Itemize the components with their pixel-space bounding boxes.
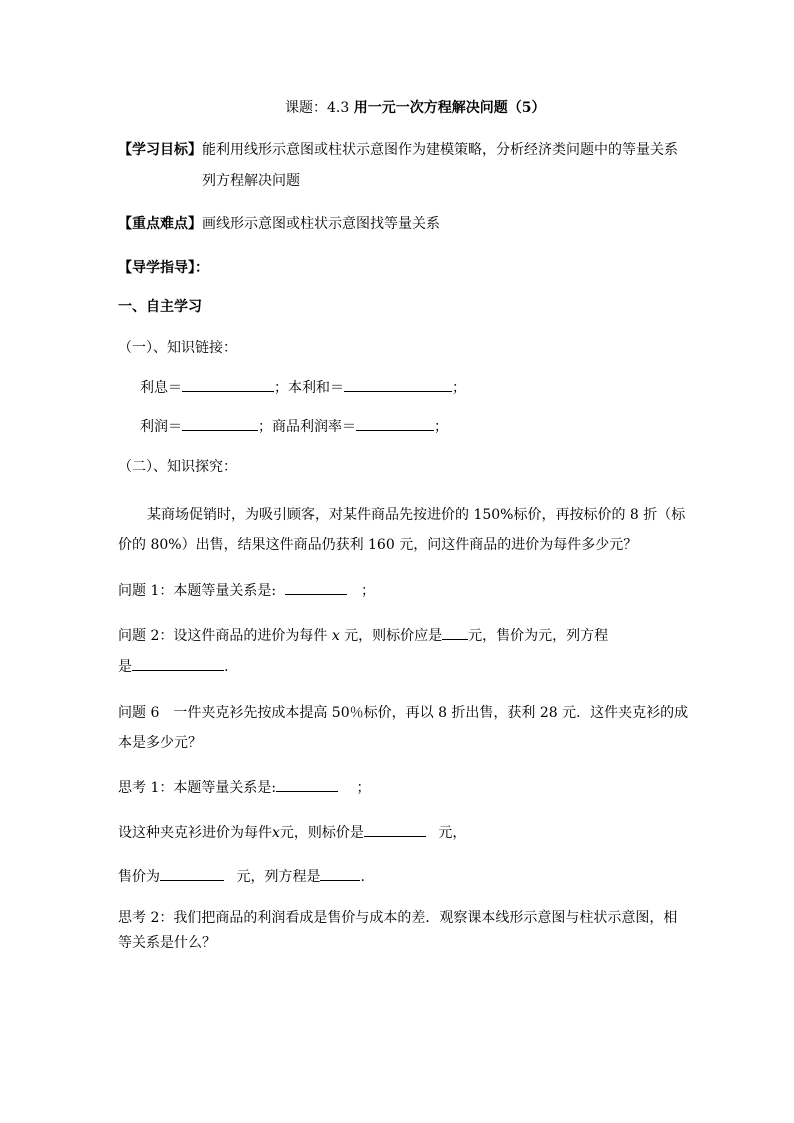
question-1-text: 问题 1：本题等量关系是: (118, 583, 277, 599)
question-2-var: x (331, 628, 340, 644)
key-points-tag: 【重点难点】 (118, 216, 202, 232)
semicolon: ； (452, 380, 466, 396)
think-1 (118, 777, 371, 798)
objectives-line2: 列方程解决问题 (202, 173, 300, 189)
profit-rate-blank[interactable] (356, 416, 434, 431)
objectives-tag: 【学习目标】 (118, 142, 202, 158)
interest-blank[interactable] (182, 377, 274, 392)
profit-blank[interactable] (182, 416, 258, 431)
set-cost-part1: 设这种夹克衫进价为每件 (118, 825, 272, 841)
sale-price-part2: 元，列方程是 (236, 869, 321, 885)
question-2-line2-end: . (224, 659, 229, 675)
question-2-line1 (118, 625, 608, 646)
knowledge-link-heading: （一）、知识链接： (118, 340, 237, 356)
think-1-text: 思考 1：本题等量关系是: (118, 780, 277, 796)
think-1-blank[interactable] (276, 777, 338, 792)
question-2-part2: 元，则标价应是 (344, 628, 443, 644)
title-prefix: 课题： (285, 100, 327, 116)
objectives-line1 (118, 140, 678, 160)
objectives-text: 能利用线形示意图或柱状示意图作为建模策略，分析经济类问题中的等量关系 (202, 142, 678, 158)
think-1-end: ； (356, 780, 371, 796)
title-text: 用一元一次方程解决问题（5） (353, 100, 546, 116)
think-2-line2: 等关系是什么？ (118, 935, 216, 951)
sale-price-blank[interactable] (160, 866, 224, 881)
profit-formula-line (140, 416, 448, 437)
title-number: 4.3 (327, 100, 350, 116)
interest-formula-line (140, 377, 466, 398)
question-2-line2 (118, 656, 228, 677)
profit-label: 利润＝ (140, 419, 182, 435)
set-cost-line (118, 822, 466, 843)
question-6-line1: 问题 6 一件夹克衫先按成本提高 50％标价，再以 8 折出售，获利 28 元．这件夹克衫的成 (118, 705, 689, 721)
think-2-line1: 思考 2：我们把商品的利润看成是售价与成本的差．观察课本线形示意图与柱状示意图，相 (118, 910, 678, 926)
question-1-blank[interactable] (285, 580, 347, 595)
problem-text-line2: 价的 80%）出售，结果这件商品仍获利 160 元，问这件商品的进价为每件多少元？ (118, 537, 638, 553)
question-2-line2-start: 是 (118, 659, 132, 675)
principal-sum-label: ；本利和＝ (274, 380, 344, 396)
sale-price-line (118, 866, 365, 887)
knowledge-explore-heading: （二）、知识探究： (118, 459, 237, 475)
section-heading-self-study: 一、自主学习 (118, 299, 202, 315)
question-2-part3: 元，售价为元，列方程 (468, 628, 609, 644)
question-1-end: ； (360, 583, 375, 599)
question-6-line2: 本是多少元？ (118, 735, 202, 751)
set-cost-part3: 元， (438, 825, 467, 841)
question-1 (118, 580, 375, 601)
sale-price-part1: 售价为 (118, 869, 160, 885)
key-points-text: 画线形示意图或柱状示意图找等量关系 (202, 216, 440, 232)
set-cost-part2: 元，则标价是 (279, 825, 364, 841)
question-2-part1: 问题 2：设这件商品的进价为每件 (118, 628, 328, 644)
marked-price-blank[interactable] (364, 822, 426, 837)
principal-sum-blank[interactable] (344, 377, 452, 392)
guide-heading: 【导学指导】： (118, 260, 209, 276)
page-title (285, 98, 545, 118)
question-2-blank-markup[interactable] (442, 625, 468, 640)
set-cost-var: x (272, 825, 280, 841)
problem-text-line1: 某商场促销时，为吸引顾客，对某件商品先按进价的 150%标价，再按标价的 8 折（标 (147, 507, 686, 523)
interest-label: 利息＝ (140, 380, 182, 396)
profit-rate-label: ；商品利润率＝ (258, 419, 356, 435)
semicolon: ； (434, 419, 448, 435)
equation-blank[interactable] (320, 866, 360, 881)
sale-price-end: . (360, 869, 365, 885)
question-2-equation-blank[interactable] (132, 656, 224, 671)
key-points (118, 214, 440, 234)
